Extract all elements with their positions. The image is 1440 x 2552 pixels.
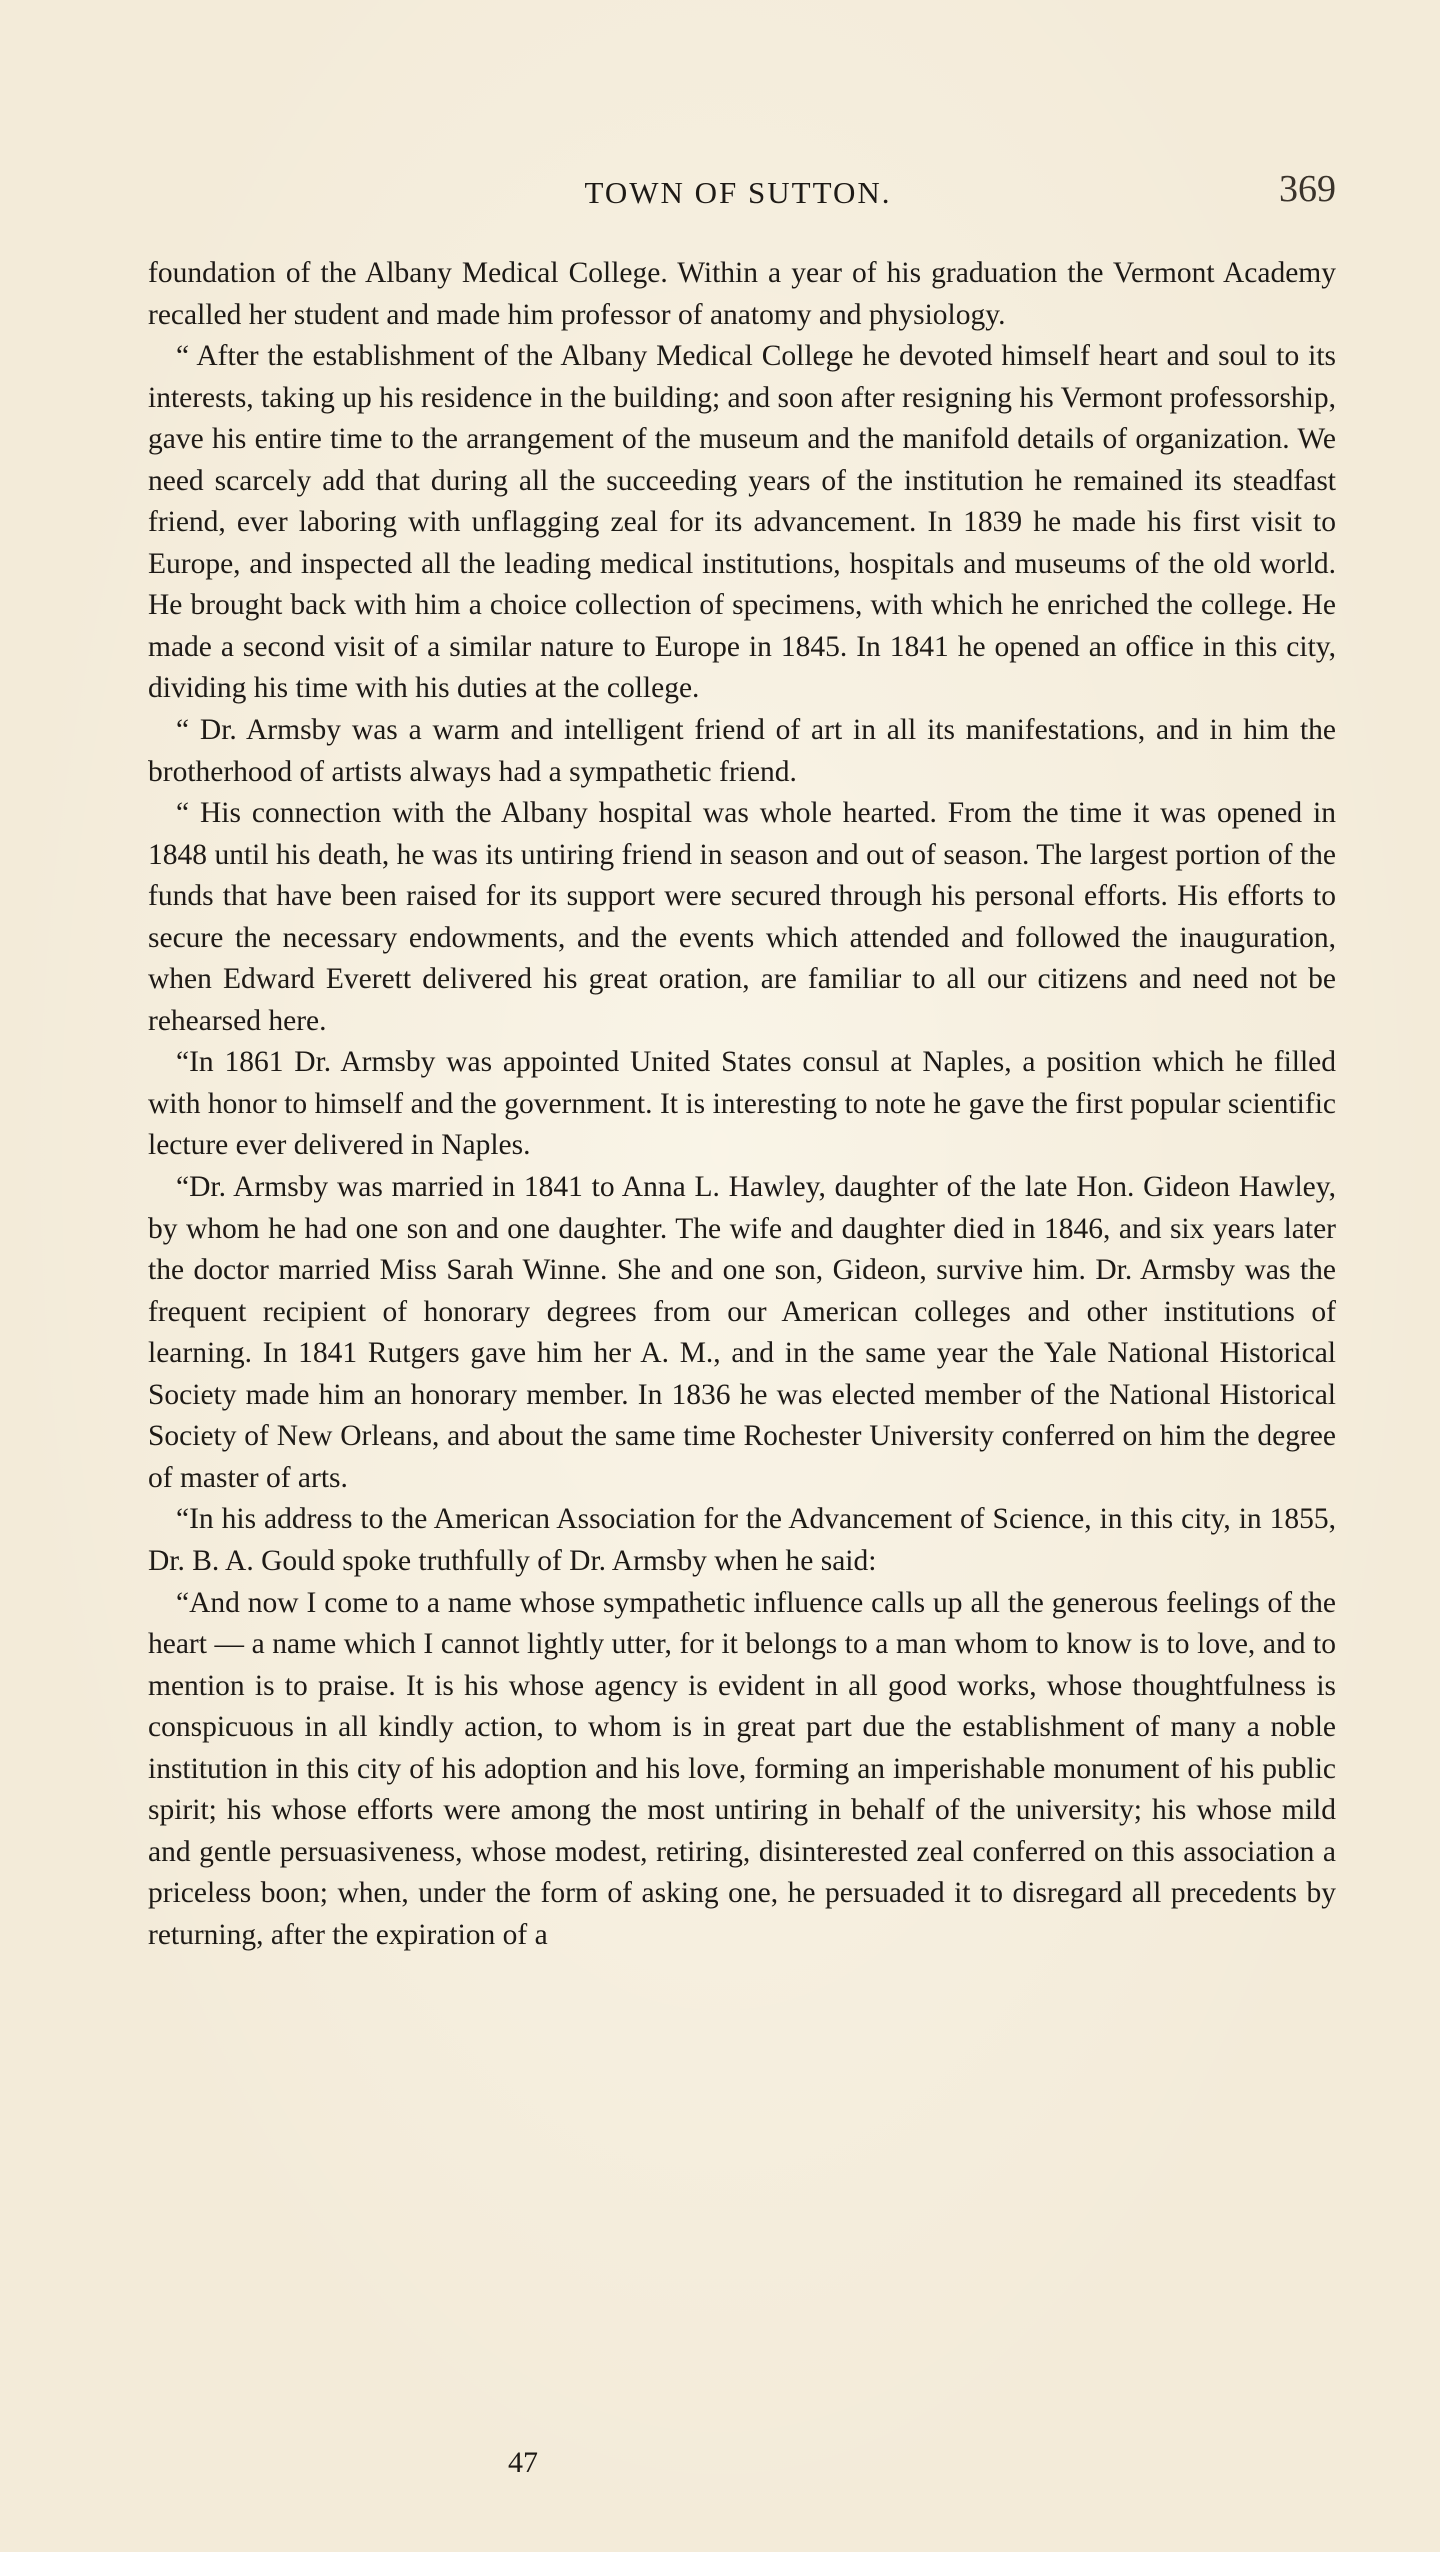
paragraph-gould-address: “In his address to the American Association for the Advancement of Science, in this city, in 1855, Dr. B. A. Gould spoke truthfully of Dr. Armsby when he said: [148,1503,1336,1577]
paragraph-art-friend: “ Dr. Armsby was a warm and intelligent friend of art in all its manifestations, and in him the brotherhood of artists always had a sympathetic friend. [148,714,1336,788]
running-head [140,168,1336,218]
page-number: 369 [1279,168,1336,210]
signature-mark: 47 [508,2446,538,2479]
paragraph-continuation: foundation of the Albany Medical College. Within a year of his graduation the Vermont Academy recalled her student and made him professor of anatomy and physiology. [148,257,1336,331]
page-title: TOWN OF SUTTON. [584,175,892,210]
paragraph-marriage-honors: “Dr. Armsby was married in 1841 to Anna L. Hawley, daughter of the late Hon. Gideon Hawley, by whom he had one son and one daughter. The wife and daughter died in 1846, and six years later the doctor married Miss Sarah Winne. She and one son, Gideon, survive him. Dr. Armsby was the frequent recipient of honorary degrees from our American colleges and other institutions of learning. In 1841 Rutgers gave him her A. M., and in the same year the Yale National Historical Society made him an honorary member. In 1836 he was elected member of the National Historical Society of New Orleans, and about the same time Rochester University conferred on him the degree of master of arts. [148,1171,1336,1494]
paragraph-gould-quote: “And now I come to a name whose sympathetic influence calls up all the generous feelings of the heart — a name which I cannot lightly utter, for it belongs to a man whom to know is to love, and to mention is to praise. It is his whose agency is evident in all good works, whose thoughtfulness is conspicuous in all kindly action, to whom is in great part due the establishment of many a noble institution in this city of his adoption and his love, forming an imperishable monument of his public spirit; his whose efforts were among the most untiring in behalf of the university; his whose mild and gentle persuasiveness, whose modest, retiring, disinterested zeal conferred on this association a priceless boon; when, under the form of asking one, he persuaded it to disregard all precedents by returning, after the expiration of a [148,1586,1336,1951]
body-text [148,253,1336,1956]
paragraph-college-devotion: “ After the establishment of the Albany Medical College he devoted himself heart and soul to its interests, taking up his residence in the building; and soon after resigning his Vermont professorship, gave his entire time to the arrangement of the museum and the manifold details of organization. We need scarcely add that during all the succeeding years of the institution he remained its steadfast friend, ever laboring with unflagging zeal for its advancement. In 1839 he made his first visit to Europe, and inspected all the leading medical institutions, hospitals and museums of the old world. He brought back with him a choice collection of specimens, with which he enriched the college. He made a second visit of a similar nature to Europe in 1845. In 1841 he opened an office in this city, dividing his time with his duties at the college. [148,340,1336,705]
paragraph-consul-naples: “In 1861 Dr. Armsby was appointed United States consul at Naples, a position which he filled with honor to himself and the government. It is interesting to note he gave the first popular scientific lecture ever delivered in Naples. [148,1046,1336,1162]
paragraph-hospital: “ His connection with the Albany hospital was whole hearted. From the time it was opened in 1848 until his death, he was its untiring friend in season and out of season. The largest portion of the funds that have been raised for its support were secured through his personal efforts. His efforts to secure the necessary endowments, and the events which attended and followed the inauguration, when Edward Everett delivered his great oration, are familiar to all our citizens and need not be rehearsed here. [148,797,1336,1037]
